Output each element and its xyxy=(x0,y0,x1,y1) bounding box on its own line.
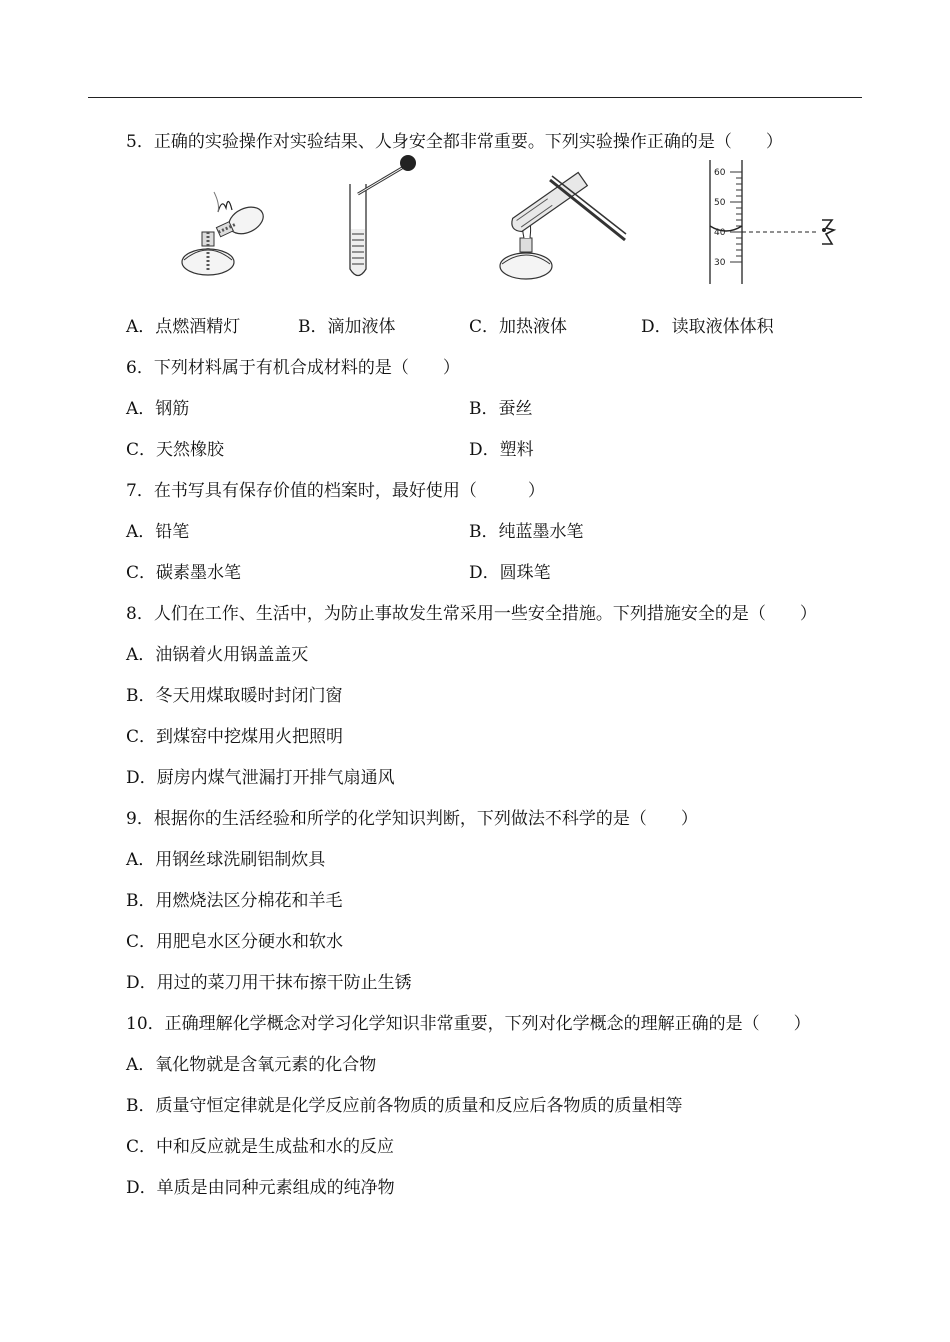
heating-liquid-figure xyxy=(490,162,630,287)
header-rule xyxy=(88,97,862,98)
q8-option-b: B．冬天用煤取暖时封闭门窗 xyxy=(126,686,343,706)
q10-option-d: D．单质是由同种元素组成的纯净物 xyxy=(126,1178,395,1198)
tick-label: 60 xyxy=(714,168,726,178)
q5-figures xyxy=(170,152,860,292)
q7-stem: 7．在书写具有保存价值的档案时，最好使用（ ） xyxy=(126,481,545,501)
q6-option-c: C．天然橡胶 xyxy=(126,440,225,460)
q10-option-b: B．质量守恒定律就是化学反应前各物质的质量和反应后各物质的质量相等 xyxy=(126,1096,683,1116)
graduated-cylinder-figure xyxy=(700,158,845,286)
q5-option-d: D．读取液体体积 xyxy=(641,317,774,337)
q10-option-a: A．氧化物就是含氧元素的化合物 xyxy=(126,1055,377,1075)
alcohol-lamp-lighting-figure xyxy=(178,182,278,282)
q8-option-c: C．到煤窑中挖煤用火把照明 xyxy=(126,727,344,747)
q10-option-c: C．中和反应就是生成盐和水的反应 xyxy=(126,1137,395,1157)
q8-option-a: A．油锅着火用锅盖盖灭 xyxy=(126,645,309,665)
q5-option-c: C．加热液体 xyxy=(469,317,568,337)
q9-option-a: A．用钢丝球洗刷铝制炊具 xyxy=(126,850,326,870)
q9-stem: 9．根据你的生活经验和所学的化学知识判断，下列做法不科学的是（ ） xyxy=(126,809,698,829)
tick-label: 50 xyxy=(714,198,726,208)
q7-option-c: C．碳素墨水笔 xyxy=(126,563,242,583)
q8-stem: 8．人们在工作、生活中，为防止事故发生常采用一些安全措施。下列措施安全的是（ ） xyxy=(126,604,817,624)
q6-stem: 6．下列材料属于有机合成材料的是（ ） xyxy=(126,358,460,378)
q10-stem: 10．正确理解化学概念对学习化学知识非常重要，下列对化学概念的理解正确的是（ ） xyxy=(126,1014,811,1034)
q9-option-d: D．用过的菜刀用干抹布擦干防止生锈 xyxy=(126,973,412,993)
q9-option-b: B．用燃烧法区分棉花和羊毛 xyxy=(126,891,343,911)
q8-option-d: D．厨房内煤气泄漏打开排气扇通风 xyxy=(126,768,395,788)
q6-option-a: A．钢筋 xyxy=(126,399,190,419)
q5-option-a: A．点燃酒精灯 xyxy=(126,317,241,337)
q5-option-b: B．滴加液体 xyxy=(298,317,396,337)
q9-option-c: C．用肥皂水区分硬水和软水 xyxy=(126,932,344,952)
q7-option-b: B．纯蓝墨水笔 xyxy=(469,522,584,542)
q5-stem: 5．正确的实验操作对实验结果、人身安全都非常重要。下列实验操作正确的是（ ） xyxy=(126,132,783,152)
q7-option-d: D．圆珠笔 xyxy=(469,563,551,583)
dropper-test-tube-figure xyxy=(340,154,430,284)
tick-label: 30 xyxy=(714,258,726,268)
q6-option-b: B．蚕丝 xyxy=(469,399,533,419)
tick-label: 40 xyxy=(714,228,726,238)
q7-option-a: A．铅笔 xyxy=(126,522,190,542)
q6-option-d: D．塑料 xyxy=(469,440,534,460)
